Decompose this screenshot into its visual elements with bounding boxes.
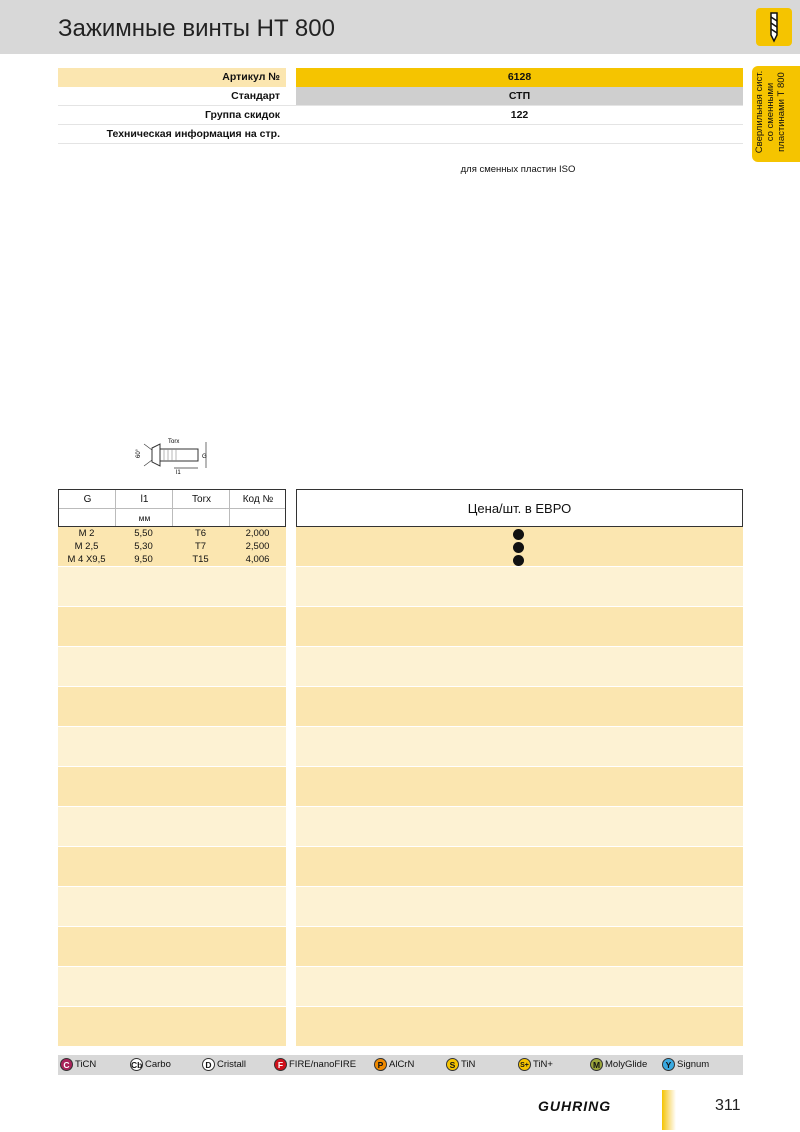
diagram-g-label: G — [202, 454, 207, 460]
legend-item — [274, 1058, 356, 1072]
legend-label: FIRE/nanoFIRE — [289, 1059, 357, 1070]
cell-code: 2,000 — [245, 528, 270, 539]
legend-item — [202, 1058, 246, 1072]
table-band — [296, 687, 743, 726]
column-header-torx: Torx — [192, 494, 211, 505]
table-band — [296, 967, 743, 1006]
table-band — [296, 647, 743, 686]
coating-badge-icon: Y — [662, 1058, 675, 1071]
diagram-l1-label: l1 — [176, 470, 181, 476]
coating-badge-icon: C — [60, 1058, 73, 1071]
table-band — [296, 847, 743, 886]
info-value — [296, 125, 743, 144]
coating-badge-icon: P — [374, 1058, 387, 1071]
info-label: Артикул № — [58, 68, 286, 87]
legend-label: Cristall — [217, 1059, 247, 1070]
diagram-angle-label: 60° — [136, 448, 142, 458]
cell-g: M 2 — [78, 528, 95, 539]
legend-label: MolyGlide — [605, 1059, 648, 1070]
table-band — [58, 927, 286, 966]
coating-badge-icon: Cb — [131, 1060, 143, 1070]
table-band — [58, 807, 286, 846]
availability-dot — [513, 555, 524, 566]
cell-g: M 4 X9,5 — [67, 554, 106, 565]
section-tab-label: Сверлильная сист. со сменными пластинами Т 800 — [754, 70, 787, 154]
info-value: 6128 — [296, 68, 743, 87]
info-row-techinfo — [58, 125, 743, 144]
table-band — [58, 887, 286, 926]
table-row — [58, 554, 286, 566]
table-band — [58, 847, 286, 886]
table-band — [296, 767, 743, 806]
cell-l1: 9,50 — [134, 554, 153, 565]
legend-item — [374, 1058, 414, 1072]
table-band — [296, 1007, 743, 1046]
coating-badge-icon: S — [446, 1058, 459, 1071]
legend-label: Signum — [677, 1059, 710, 1070]
coating-badge-icon: D — [202, 1058, 215, 1071]
legend-label: TiN+ — [533, 1059, 553, 1070]
legend-label: TiN — [461, 1059, 476, 1070]
table-band — [296, 887, 743, 926]
legend-item — [130, 1058, 171, 1072]
cell-code: 4,006 — [245, 554, 270, 565]
table-band — [58, 1007, 286, 1046]
table-band — [296, 807, 743, 846]
cell-torx: T7 — [194, 541, 207, 552]
table-band — [58, 767, 286, 806]
availability-dot — [513, 529, 524, 540]
table-row — [58, 528, 286, 540]
coating-legend — [58, 1055, 743, 1075]
legend-label: Carbo — [145, 1059, 171, 1070]
cell-l1: 5,50 — [134, 528, 153, 539]
page-number: 311 — [715, 1097, 741, 1114]
column-header-l1: l1 — [140, 494, 149, 505]
price-header — [296, 489, 743, 527]
legend-item — [590, 1058, 647, 1072]
info-label: Техническая информация на стр. — [106, 128, 280, 140]
table-band — [58, 687, 286, 726]
table-band — [296, 727, 743, 766]
application-note: для сменных пластин ISO — [460, 164, 576, 175]
info-row-article — [58, 68, 743, 87]
info-value: 122 — [510, 109, 529, 121]
legend-item — [662, 1058, 709, 1072]
footer-accent-bar — [662, 1090, 676, 1130]
cell-code: 2,500 — [245, 541, 270, 552]
table-band — [58, 607, 286, 646]
page-header — [0, 0, 800, 54]
availability-dot — [513, 542, 524, 553]
page-title: Зажимные винты HT 800 — [58, 15, 335, 42]
table-band — [58, 567, 286, 606]
coating-badge-icon: S+ — [518, 1058, 531, 1071]
table-row — [58, 541, 286, 553]
column-header-g: G — [83, 494, 92, 505]
legend-item — [446, 1058, 475, 1072]
table-header — [58, 489, 286, 527]
legend-label: TiCN — [75, 1059, 97, 1070]
table-band — [58, 727, 286, 766]
table-band — [296, 567, 743, 606]
table-band — [296, 927, 743, 966]
screw-diagram — [130, 436, 220, 476]
drill-icon — [756, 8, 792, 46]
cell-g: M 2,5 — [74, 541, 99, 552]
table-band — [58, 967, 286, 1006]
diagram-torx-label: Torx — [168, 439, 180, 445]
brand-logo: GUHRING — [538, 1098, 612, 1114]
info-value: СТП — [296, 87, 743, 106]
section-tab[interactable] — [752, 66, 800, 162]
price-column-title: Цена/шт. в ЕВРО — [467, 501, 572, 516]
cell-torx: T6 — [194, 528, 207, 539]
column-header-code: Код № — [242, 494, 274, 505]
info-label: Стандарт — [231, 90, 280, 102]
unit-label: мм — [138, 513, 151, 523]
info-label: Группа скидок — [205, 109, 280, 121]
cell-l1: 5,30 — [134, 541, 153, 552]
info-row-standard — [58, 87, 743, 106]
table-band — [296, 607, 743, 646]
cell-torx: T15 — [192, 554, 209, 565]
legend-item — [518, 1058, 553, 1072]
legend-item — [60, 1058, 96, 1072]
table-band — [58, 647, 286, 686]
legend-label: AlCrN — [389, 1059, 415, 1070]
coating-badge-icon: F — [274, 1058, 287, 1071]
info-row-discount — [58, 106, 743, 125]
coating-badge-icon: M — [590, 1058, 603, 1071]
